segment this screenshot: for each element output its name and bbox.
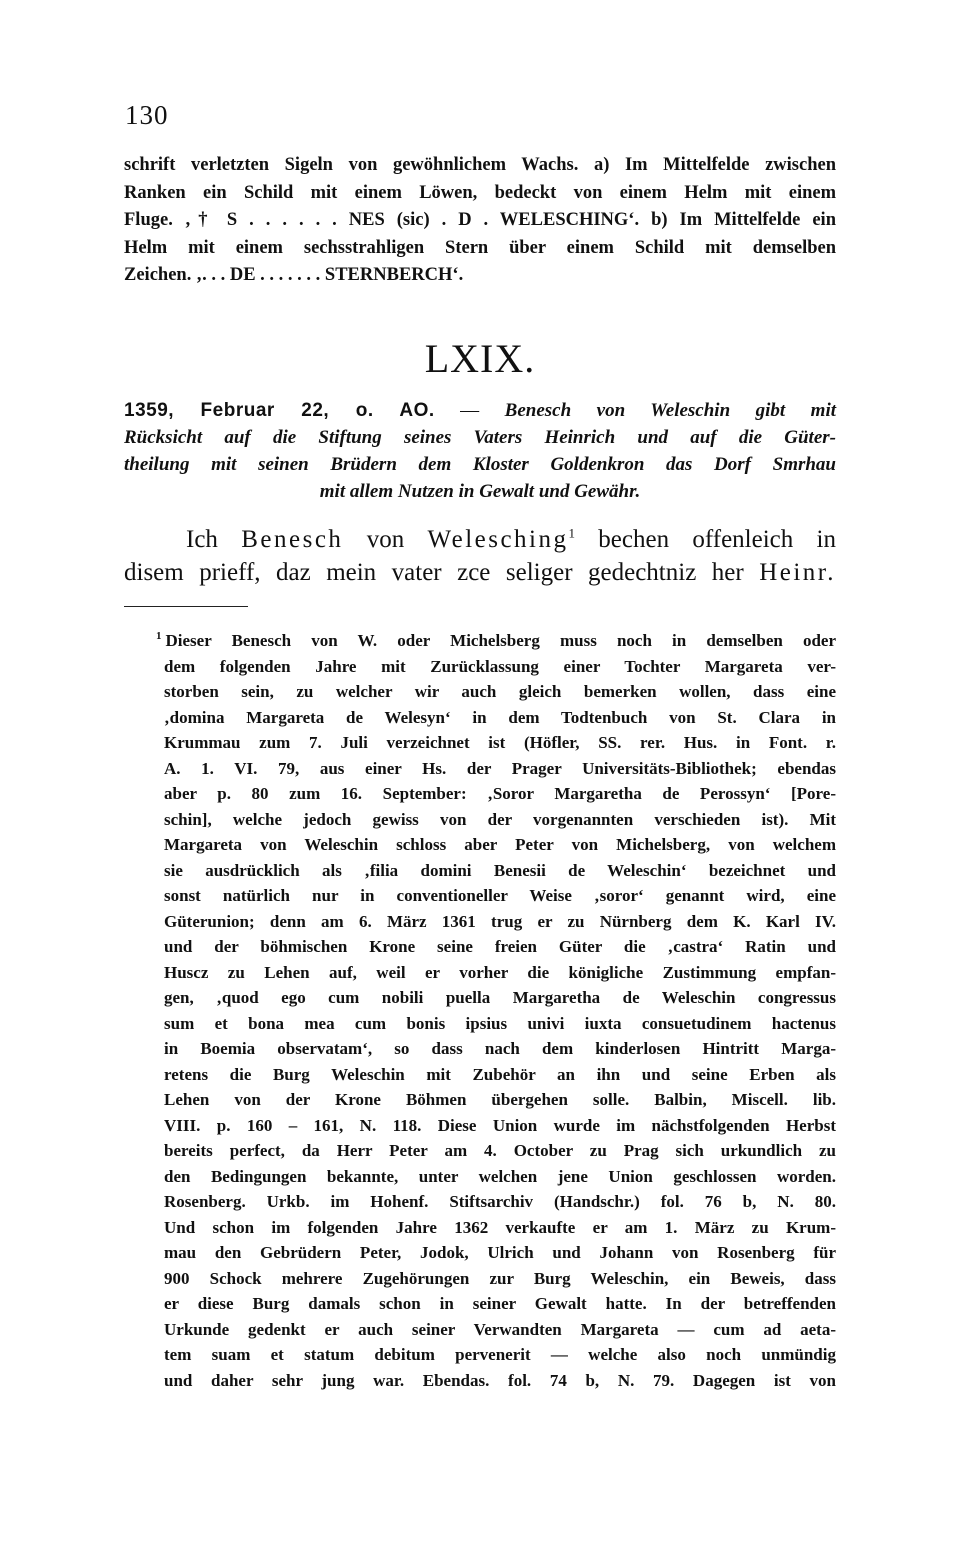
charter-person-name: Heinr. xyxy=(759,559,836,586)
intro-line: schrift verletzten Sigeln von gewöhnlichem Wachs. a) Im Mittelfelde zwischen xyxy=(124,155,836,175)
footnote-line: sum et bona mea cum bonis ipsius univi iuxta consuetudinem hactenus xyxy=(164,1013,836,1033)
charter-text-segment: von xyxy=(343,526,428,553)
regest-line xyxy=(124,397,836,424)
charter-line xyxy=(124,523,836,556)
footnote-line: schin], welche jedoch gewiss von der vorgenannten verschieden ist). Mit xyxy=(164,809,836,829)
footnote-line: in Boemia observatam‘, so dass nach dem kinderlosen Hintritt Marga- xyxy=(164,1039,836,1058)
footnote xyxy=(156,628,836,1393)
page-number: 130 xyxy=(125,100,169,130)
footnote-separator xyxy=(124,606,248,607)
regest-text: Benesch von Weleschin gibt mit xyxy=(504,400,837,421)
footnote-line: und der böhmischen Krone seine freien Güter die ‚castra‘ Ratin und xyxy=(164,937,836,956)
footnote-line: 900 Schock mehrere Zugehörungen zur Burg Weleschin, ein Beweis, dass xyxy=(164,1268,836,1288)
footnote-line: storben sein, zu welcher wir auch gleich bemerken wollen, dass eine xyxy=(164,682,836,701)
charter-text-segment: disem prieff, daz mein vater zce seliger gedechtniz her xyxy=(124,559,760,586)
footnote-line: bereits perfect, da Herr Peter am 4. October zu Prag sich urkundlich zu xyxy=(164,1141,836,1160)
regest-dash: — xyxy=(434,400,505,421)
charter-place-name: Welesching xyxy=(427,526,569,553)
footnote-line: ‚domina Margareta de Welesyn‘ in dem Todtenbuch von St. Clara in xyxy=(164,707,836,727)
document-number-heading: LXIX. xyxy=(424,336,536,381)
intro-line: Helm mit einem sechsstrahligen Stern über einem Schild mit demselben xyxy=(124,237,836,258)
footnote-line: tem suam et statum debitum pervenerit — welche also noch unmündig xyxy=(164,1345,836,1364)
footnote-line: aber p. 80 zum 16. September: ‚Soror Margaretha de Perossyn‘ [Pore- xyxy=(164,784,836,803)
intro-line: Fluge. ‚† S . . . . . . NES (sic) . D . WELESCHING‘. b) Im Mittelfelde ein xyxy=(124,210,836,230)
intro-line: Zeichen. ‚. . . DE . . . . . . . STERNBERCH‘. xyxy=(124,265,464,285)
footnote-line: Krummau zum 7. Juli verzeichnet ist (Höfler, SS. rer. Hus. in Font. r. xyxy=(164,733,836,752)
footnote-line: A. 1. VI. 79, aus einer Hs. der Prager Universitäts-Bibliothek; ebendas xyxy=(164,758,836,778)
footnote-line: dem folgenden Jahre mit Zurücklassung einer Tochter Margareta ver- xyxy=(164,656,836,676)
footnote-line: retens die Burg Weleschin mit Zubehör an ihn und seine Erben als xyxy=(164,1064,836,1084)
footnote-mark: 1 xyxy=(156,630,162,643)
footnote-line: Urkunde gedenkt er auch seiner Verwandten Margareta — cum ad aeta- xyxy=(164,1319,836,1339)
footnote-line: und daher sehr jung war. Ebendas. fol. 74 b, N. 79. Dagegen ist von xyxy=(164,1370,836,1390)
regest-date: 1359, Februar 22, o. AO. xyxy=(124,400,435,421)
footnote-line: Lehen von der Krone Böhmen übergehen solle. Balbin, Miscell. lib. xyxy=(164,1090,836,1109)
charter-text-segment: Ich xyxy=(186,526,242,553)
footnote-line xyxy=(156,628,836,654)
charter-person-name: Benesch xyxy=(241,526,344,553)
footnote-line: Und schon im folgenden Jahre 1362 verkaufte er am 1. März zu Krum- xyxy=(164,1217,836,1237)
footnote-line: gen, ‚quod ego cum nobili puella Margaretha de Weleschin congressus xyxy=(164,988,836,1007)
footnote-line: VIII. p. 160 – 161, N. 118. Diese Union wurde im nächstfolgenden Herbst xyxy=(164,1115,836,1135)
regest-summary xyxy=(124,397,836,505)
regest-line: Rücksicht auf die Stiftung seines Vaters Heinrich und auf die Güter- xyxy=(124,427,836,448)
footnote-line: er diese Burg damals schon in seiner Gewalt hatte. In der betreffenden xyxy=(164,1294,836,1313)
charter-line xyxy=(124,556,836,589)
footnote-reference[interactable]: 1 xyxy=(568,525,576,541)
charter-text-segment: bechen offenleich in xyxy=(575,526,836,553)
footnote-text: Dieser Benesch von W. oder Michelsberg muss noch in demselben oder xyxy=(165,631,836,650)
footnote-line: Huscz zu Lehen auf, weil er vorher die königliche Zustimmung empfan- xyxy=(164,962,836,982)
footnote-line: den Bedingungen bekannte, unter welchen jene Union geschlossen worden. xyxy=(164,1166,836,1186)
footnote-line: sie ausdrücklich als ‚filia domini Benesii de Weleschin‘ bezeichnet und xyxy=(164,860,836,880)
footnote-line: Margareta von Weleschin schloss aber Peter von Michelsberg, von welchem xyxy=(164,835,836,854)
regest-line: mit allem Nutzen in Gewalt und Gewähr. xyxy=(319,481,641,502)
seal-description-paragraph xyxy=(124,152,836,290)
footnote-line: mau den Gebrüdern Peter, Jodok, Ulrich und Johann von Rosenberg für xyxy=(164,1243,836,1262)
footnote-line: Güterunion; denn am 6. März 1361 trug er zu Nürnberg dem K. Karl IV. xyxy=(164,911,836,931)
footnote-line: sonst natürlich nur in conventioneller Weise ‚soror‘ genannt wird, eine xyxy=(164,886,836,905)
intro-line: Ranken ein Schild mit einem Löwen, bedeckt von einem Helm mit einem xyxy=(124,182,836,203)
footnote-line: Rosenberg. Urkb. im Hohenf. Stiftsarchiv (Handschr.) fol. 76 b, N. 80. xyxy=(164,1192,836,1211)
charter-text xyxy=(124,523,836,589)
regest-line: theilung mit seinen Brüdern dem Kloster Goldenkron das Dorf Smrhau xyxy=(124,454,836,475)
